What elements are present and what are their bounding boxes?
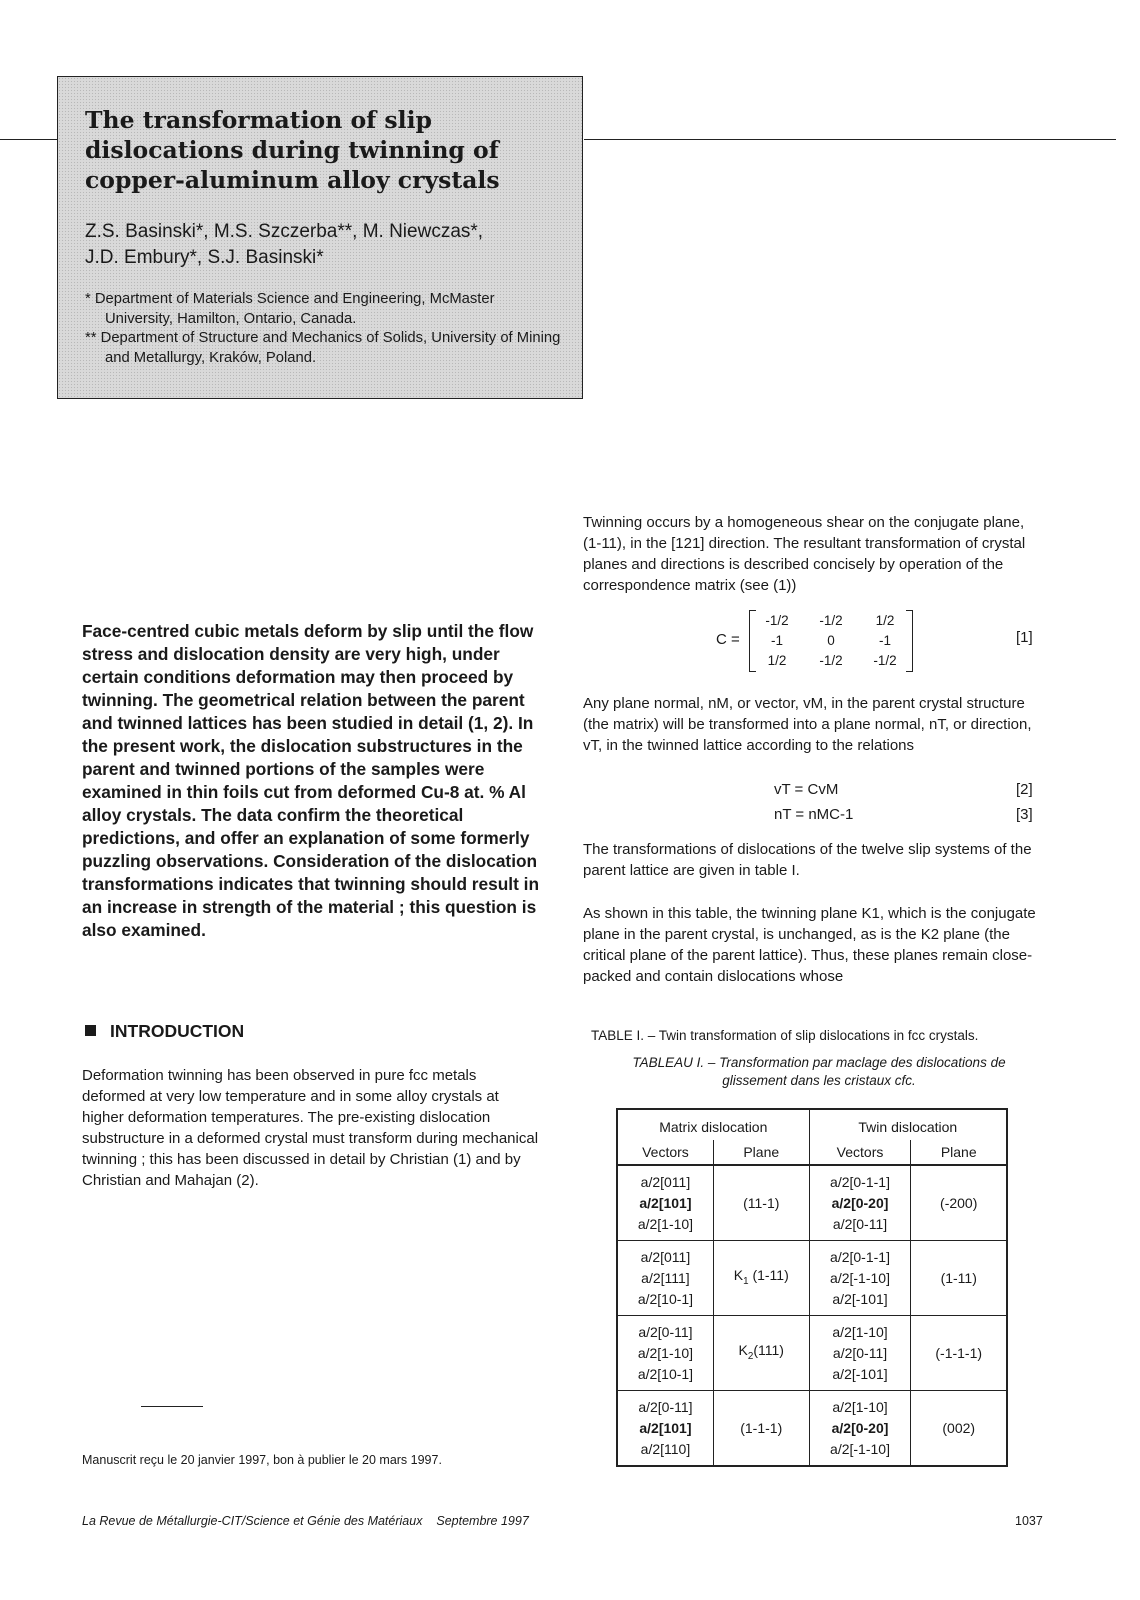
equation-2: vT = CvM (774, 781, 839, 798)
twin-plane-cell: (-200) (911, 1165, 1007, 1241)
equation-number-3: [3] (1016, 806, 1033, 823)
right-paragraph-4: As shown in this table, the twinning plane K1, which is the conjugate plane in the parent crystal, is unchanged, as is the K2 plane (the critical plane of the parent lattice). Thus, these planes remain close-packed and contain dislocations whose (583, 905, 1036, 985)
col-header-matrix-plane: Plane (713, 1140, 809, 1165)
right-paragraph-1: Twinning occurs by a homogeneous shear on the conjugate plane, (1-11), in the [121] direction. The resultant transformation of crystal planes and directions is described concisely by operation of the correspondence matrix (see (1)) (583, 514, 1026, 594)
header-rule-left (0, 139, 58, 140)
matrix-vectors-cell (617, 1316, 713, 1391)
twin-plane-cell: (-1-1-1) (911, 1316, 1007, 1391)
vector: a/2[-1-10] (830, 1440, 890, 1457)
twin-vectors-cell (809, 1241, 911, 1316)
table-row (617, 1165, 1007, 1241)
vector: a/2[011] (640, 1173, 691, 1190)
affiliation-1: * Department of Materials Science and Engineering, McMaster University, Hamilton, Ontario, Canada. (85, 291, 495, 327)
manuscript-note: Manuscrit reçu le 20 janvier 1997, bon à publier le 20 mars 1997. (82, 1453, 442, 1467)
issue-date: Septembre 1997 (436, 1514, 529, 1528)
vector: a/2[-101] (832, 1290, 888, 1307)
footnote-rule (141, 1406, 203, 1407)
vector: a/2[1-10] (832, 1323, 888, 1340)
matrix-cell: 0 (827, 632, 835, 648)
matrix-plane-cell: $K_1$ (1-11) (713, 1241, 809, 1316)
matrix-vectors-cell (617, 1241, 713, 1316)
group-header-twin: Twin dislocation (809, 1109, 1007, 1140)
matrix-vectors-cell (617, 1165, 713, 1241)
vector: a/2[1-10] (637, 1215, 694, 1232)
plane-value: (111) (753, 1341, 784, 1358)
table-row (617, 1316, 1007, 1391)
table-row (617, 1391, 1007, 1467)
authors-line-1: Z.S. Basinski*, M.S. Szczerba**, M. Niewczas*, (85, 221, 484, 242)
author-list (85, 219, 565, 271)
matrix-plane-cell: $K_2(111)$ (713, 1316, 809, 1391)
authors-line-2: J.D. Embury*, S.J. Basinski* (85, 247, 324, 268)
matrix-cell: -1/2 (819, 612, 843, 628)
article-title: The transformation of slip dislocations during twinning of copper-aluminum alloy crystals (85, 106, 500, 194)
table-row (617, 1241, 1007, 1316)
vector: a/2[-101] (832, 1365, 888, 1382)
bullet-square-icon (85, 1025, 96, 1036)
section-heading-introduction (85, 1021, 244, 1042)
vector: a/2[-1-10] (830, 1269, 890, 1286)
col-header-twin-plane: Plane (911, 1140, 1007, 1165)
equation-number-2: [2] (1016, 781, 1033, 798)
matrix-cell: -1/2 (819, 652, 843, 668)
vector: a/2[0-11] (638, 1323, 693, 1340)
plane-value: (1-11) (752, 1266, 789, 1283)
vector: a/2[10-1] (637, 1365, 694, 1382)
vector: a/2[0-20] (831, 1194, 889, 1211)
equation-3: nT = nMC-1 (774, 806, 854, 823)
correspondence-matrix (749, 610, 913, 672)
vector: a/2[110] (640, 1440, 691, 1457)
right-paragraph-3: The transformations of dislocations of the twelve slip systems of the parent lattice are given in table I. (583, 841, 1032, 879)
header-rule-right (584, 139, 1116, 140)
vector: a/2[1-10] (637, 1344, 694, 1361)
group-header-matrix: Matrix dislocation (617, 1109, 809, 1140)
vector: a/2[1-10] (832, 1398, 888, 1415)
vector: a/2[011] (640, 1248, 691, 1265)
matrix-cell: 1/2 (767, 652, 787, 668)
title-box (57, 76, 583, 399)
matrix-body (750, 610, 912, 670)
equation-number-1: [1] (1016, 629, 1033, 646)
vector: a/2[0-11] (638, 1398, 693, 1415)
vector: a/2[101] (639, 1194, 692, 1211)
dislocation-table (616, 1108, 1008, 1467)
matrix-vectors-cell (617, 1391, 713, 1467)
table-caption-french: TABLEAU I. – Transformation par maclage des dislocations de glissement dans les cristaux cfc. (632, 1055, 1006, 1088)
matrix-cell: -1/2 (873, 652, 897, 668)
affiliation-2: ** Department of Structure and Mechanics of Solids, University of Mining and Metallurgy, Kraków, Poland. (85, 330, 561, 366)
col-header-twin-vectors: Vectors (809, 1140, 911, 1165)
vector: a/2[0-11] (832, 1215, 888, 1232)
vector: a/2[0-11] (832, 1344, 888, 1361)
table-caption-english: TABLE I. – Twin transformation of slip dislocations in fcc crystals. (591, 1028, 979, 1043)
abstract: Face-centred cubic metals deform by slip until the flow stress and dislocation density are very high, under certain conditions deformation may then proceed by twinning. The geometrical relation between the parent and twinned lattices has been studied in detail (1, 2). In the present work, the dislocation substructures in the parent and twinned portions of the samples were examined in thin foils cut from deformed Cu-8 at. % Al alloy crystals. The data confirm the theoretical predictions, and offer an explanation of some formerly puzzling observations. Consideration of the dislocation transformations indicates that twinning should result in an increase in strength of the material ; this question is also examined. (82, 621, 540, 940)
twin-vectors-cell (809, 1391, 911, 1467)
twin-plane-cell: (1-11) (911, 1241, 1007, 1316)
vector: a/2[101] (639, 1419, 692, 1436)
twin-vectors-cell (809, 1316, 911, 1391)
matrix-cell: -1/2 (765, 612, 789, 628)
vector: a/2[0-1-1] (830, 1248, 890, 1265)
journal-name: La Revue de Métallurgie-CIT/Science et Génie des Matériaux (82, 1514, 423, 1528)
matrix-plane-cell: (11-1) (713, 1165, 809, 1241)
right-paragraph-2: Any plane normal, nM, or vector, vM, in the parent crystal structure (the matrix) will be transformed into a plane normal, nT, or direction, vT, in the twinned lattice according to the relations (583, 695, 1032, 754)
matrix-cell: -1 (770, 632, 783, 648)
vector: a/2[10-1] (637, 1290, 694, 1307)
vector: a/2[111] (641, 1269, 690, 1286)
col-header-matrix-vectors: Vectors (617, 1140, 713, 1165)
matrix-cell: -1 (878, 632, 891, 648)
intro-heading-text: INTRODUCTION (110, 1021, 245, 1041)
matrix-cell: 1/2 (875, 612, 895, 628)
introduction-paragraph: Deformation twinning has been observed in pure fcc metals deformed at very low temperature and in some alloy crystals at higher deformation temperatures. The pre-existing dislocation substructure in a deformed crystal must transform during mechanical twinning ; this has been discussed in detail by Christian (1) and by Christian and Mahajan (2). (82, 1067, 539, 1189)
twin-plane-cell: (002) (911, 1391, 1007, 1467)
page-number: 1037 (1015, 1514, 1043, 1528)
matrix-label: C = (716, 631, 740, 648)
vector: a/2[0-1-1] (830, 1173, 890, 1190)
matrix-plane-cell: (1-1-1) (713, 1391, 809, 1467)
twin-vectors-cell (809, 1165, 911, 1241)
journal-footer (82, 1514, 529, 1528)
vector: a/2[0-20] (831, 1419, 889, 1436)
affiliations (85, 290, 565, 368)
